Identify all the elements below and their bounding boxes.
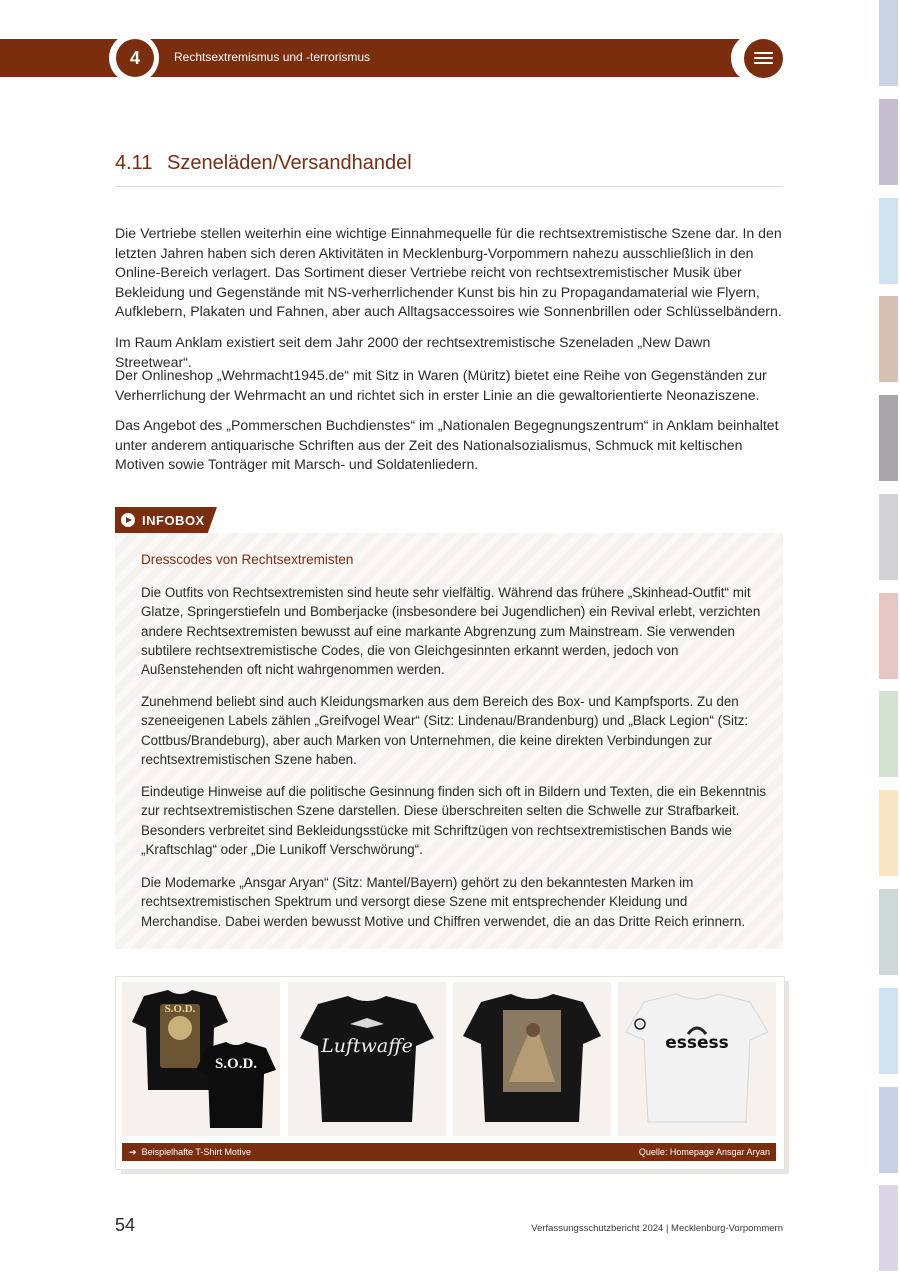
body-paragraph: Der Onlineshop „Wehrmacht1945.de“ mit Sitz in Waren (Müritz) bietet eine Reihe von Gegenständen zur Verherrlichung der Wehrmacht an und richtet sich in erster Linie an die gewaltorientierte Neonaziszene. — [115, 367, 767, 403]
side-tab[interactable] — [879, 790, 898, 876]
svg-text:essess: essess — [665, 1033, 729, 1053]
page-number: 54 — [115, 1215, 136, 1235]
infobox-paragraph: Zunehmend beliebt sind auch Kleidungsmarken aus dem Bereich des Box- und Kampfsports. Zu den szeneeigenen Labels zählen „Greifvogel Wear“ (Sitz: Lindenau/Brandenburg) und „Black Legion“ (Sitz: Cottbus/Brandeburg), aber auch Marken von Unternehmen, die keine direkten Verbindungen zur rechtsextremistischen Szene haben. — [141, 694, 749, 767]
tshirt-image-sod — [122, 982, 280, 1136]
infobox-title: Dresscodes von Rechtsextremisten — [141, 552, 354, 567]
infobox-paragraph: Die Outfits von Rechtsextremisten sind heute sehr vielfältig. Während das frühere „Skinhead-Outfit“ mit Glatze, Springerstiefeln und Bomberjacke (insbesondere bei Jugendlichen) ein Revival erlebt, verzichten andere Rechtsextremisten bewusst auf eine markante Abgrenzung zum Mainstream. Sie verwenden subtilere rechtsextremistische Codes, die von Gleichgesinnten erkannt werden, jedoch von Außenstehenden oft nicht wahrgenommen werden. — [141, 585, 761, 678]
gallery-caption-bar — [122, 1143, 776, 1161]
play-circle-icon — [121, 513, 135, 527]
infobox-paragraph: Eindeutige Hinweise auf die politische Gesinnung finden sich oft in Bildern und Texten, die ein Bekenntnis zur rechtsextremistischen Szene darstellen. Diese überschreiten selten die Schwelle zur Strafbarkeit. Besonders verbreitet sind Bekleidungsstücke mit Schriftzügen von rechtsextremistischen Bands wie „Kraftschlag“ oder „Die Lunikoff Verschwörung“. — [141, 784, 767, 857]
body-paragraph: Im Raum Anklam existiert seit dem Jahr 2000 der rechtsextremistische Szeneladen „New Dawn Streetwear“. — [115, 334, 711, 370]
side-tab[interactable] — [879, 198, 898, 284]
svg-text:Luftwaffe: Luftwaffe — [321, 1035, 413, 1057]
tshirt-essess-icon — [618, 982, 776, 1136]
body-paragraph: Das Angebot des „Pommerschen Buchdienstes“ im „Nationalen Begegnungszentrum“ in Anklam beinhaltet unter anderem antiquarische Schriften aus der Zeit des Nationalsozialismus, Schmuck mit keltischen Motiven sowie Tonträger mit Marsch- und Soldatenliedern. — [115, 417, 779, 473]
chapter-title: Rechtsextremismus und -terrorismus — [174, 50, 371, 64]
side-tab[interactable] — [879, 593, 898, 679]
body-paragraph: Die Vertriebe stellen weiterhin eine wichtige Einnahmequelle für die rechtsextremistische Szene dar. In den letzten Jahren haben sich deren Aktivitäten in Mecklenburg-Vorpommern nahezu ausschließlich in den Online-Bereich verlagert. Das Sortiment dieser Vertriebe reicht von rechtsextremistischer Musik über Bekleidung und Gegenstände mit NS-verherrlichender Kunst bis hin zu Propagandamaterial wie Flyern, Aufklebern, Plakaten und Fahnen, aber auch Alltagsaccessoires wie Sonnenbrillen oder Schlüsselbändern. — [115, 225, 782, 320]
side-tab[interactable] — [879, 494, 898, 580]
side-tab[interactable] — [879, 395, 898, 481]
hamburger-icon — [754, 57, 773, 59]
side-tab[interactable] — [879, 889, 898, 975]
infobox-label: INFOBOX — [142, 513, 205, 528]
section-title: Szeneläden/Versandhandel — [167, 152, 412, 174]
section-heading — [115, 152, 783, 187]
hamburger-icon — [754, 62, 773, 64]
tshirt-image-artwork — [453, 982, 611, 1136]
side-tab[interactable] — [879, 296, 898, 382]
side-tab[interactable] — [879, 1087, 898, 1173]
footer-report-title: Verfassungsschutzbericht 2024 | Mecklenburg-Vorpommern — [531, 1223, 783, 1234]
side-tab[interactable] — [879, 0, 898, 86]
side-tab[interactable] — [879, 988, 898, 1074]
gallery-caption-text: Beispielhafte T-Shirt Motive — [141, 1147, 251, 1157]
gallery-caption — [129, 1147, 251, 1158]
side-tab[interactable] — [879, 691, 898, 777]
svg-text:S.O.D.: S.O.D. — [214, 1056, 258, 1072]
arrow-right-icon: ➔ — [129, 1147, 137, 1157]
gallery-source: Quelle: Homepage Ansgar Aryan — [638, 1147, 770, 1157]
side-tab[interactable] — [879, 1185, 898, 1271]
hamburger-icon — [754, 52, 773, 54]
infobox-paragraph: Die Modemarke „Ansgar Aryan“ (Sitz: Mantel/Bayern) gehört zu den bekanntesten Marken im rechtsextremistischen Spektrum und versorgt diese Szene mit entsprechender Kleidung und Merchandise. Dabei werden bewusst Motive und Chiffren verwendet, die an das Dritte Reich erinnern. — [141, 875, 746, 929]
tshirt-luftwaffe-icon — [288, 982, 446, 1136]
tshirt-artwork-icon — [453, 982, 611, 1136]
side-tab[interactable] — [879, 99, 898, 185]
tshirt-image-essess — [618, 982, 776, 1136]
tshirt-sod-icon — [122, 982, 280, 1136]
chapter-number-badge: 4 — [116, 39, 154, 77]
svg-text:S.O.D.: S.O.D. — [164, 1003, 196, 1015]
section-number: 4.11 — [115, 152, 153, 174]
tshirt-image-luftwaffe — [288, 982, 446, 1136]
side-tab-strip — [879, 0, 900, 1272]
menu-button[interactable] — [744, 39, 783, 78]
